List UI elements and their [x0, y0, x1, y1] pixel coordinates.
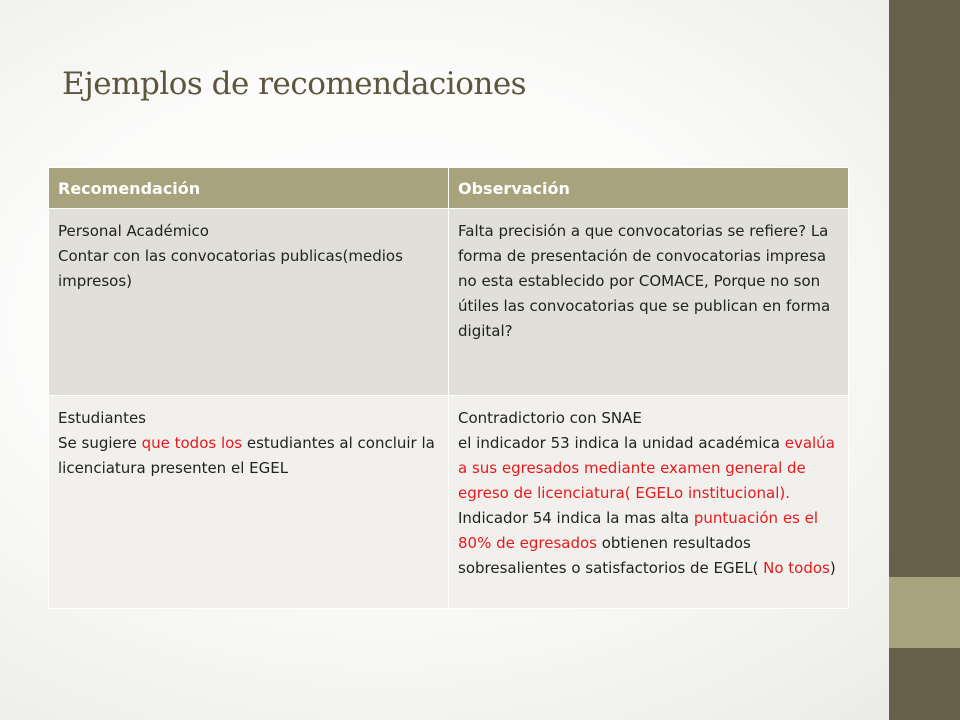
- recommendations-table: [48, 167, 849, 609]
- category-label: Estudiantes: [58, 409, 146, 427]
- recommendation-text: Contar con las convocatorias publicas(medios impresos): [58, 247, 403, 290]
- right-accent-square: [889, 577, 960, 648]
- table-header-row: [49, 168, 849, 209]
- text-segment: el indicador 53 indica la unidad académica: [458, 434, 785, 452]
- text-segment: obtienen resultados sobresalientes o satisfactorios de EGEL(: [458, 534, 764, 577]
- observation-text: Falta precisión a que convocatorias se refiere? La forma de presentación de convocatorias impresa no esta establecido por COMACE, Porque no son útiles las convocatorias que se publican en forma digital?: [458, 222, 831, 340]
- slide-title: Ejemplos de recomendaciones: [62, 66, 527, 102]
- recomendacion-cell: [49, 209, 449, 396]
- text-segment: ): [829, 559, 836, 577]
- highlighted-text: evalúa a sus egresados mediante examen general de egreso de licenciatura( EGELo institucional).: [458, 434, 835, 502]
- recomendacion-cell: [49, 396, 449, 609]
- table-row: [49, 396, 849, 609]
- category-label: Personal Académico: [58, 222, 209, 240]
- highlighted-text: que todos los: [141, 434, 243, 452]
- observacion-cell: [449, 396, 849, 609]
- highlighted-text: puntuación es el 80% de egresados: [458, 509, 819, 552]
- text-segment: Indicador 54 indica la mas alta: [458, 509, 694, 527]
- observation-text: [458, 434, 836, 577]
- highlighted-text: No todos: [763, 559, 830, 577]
- observacion-cell: [449, 209, 849, 396]
- text-segment: Se sugiere: [58, 434, 142, 452]
- recommendation-text: [58, 434, 435, 477]
- header-recomendacion: Recomendación: [49, 168, 449, 209]
- observation-first-line: Contradictorio con SNAE: [458, 409, 642, 427]
- text-segment: estudiantes al concluir la licenciatura presenten el EGEL: [58, 434, 435, 477]
- header-observacion: Observación: [449, 168, 849, 209]
- table-row: [49, 209, 849, 396]
